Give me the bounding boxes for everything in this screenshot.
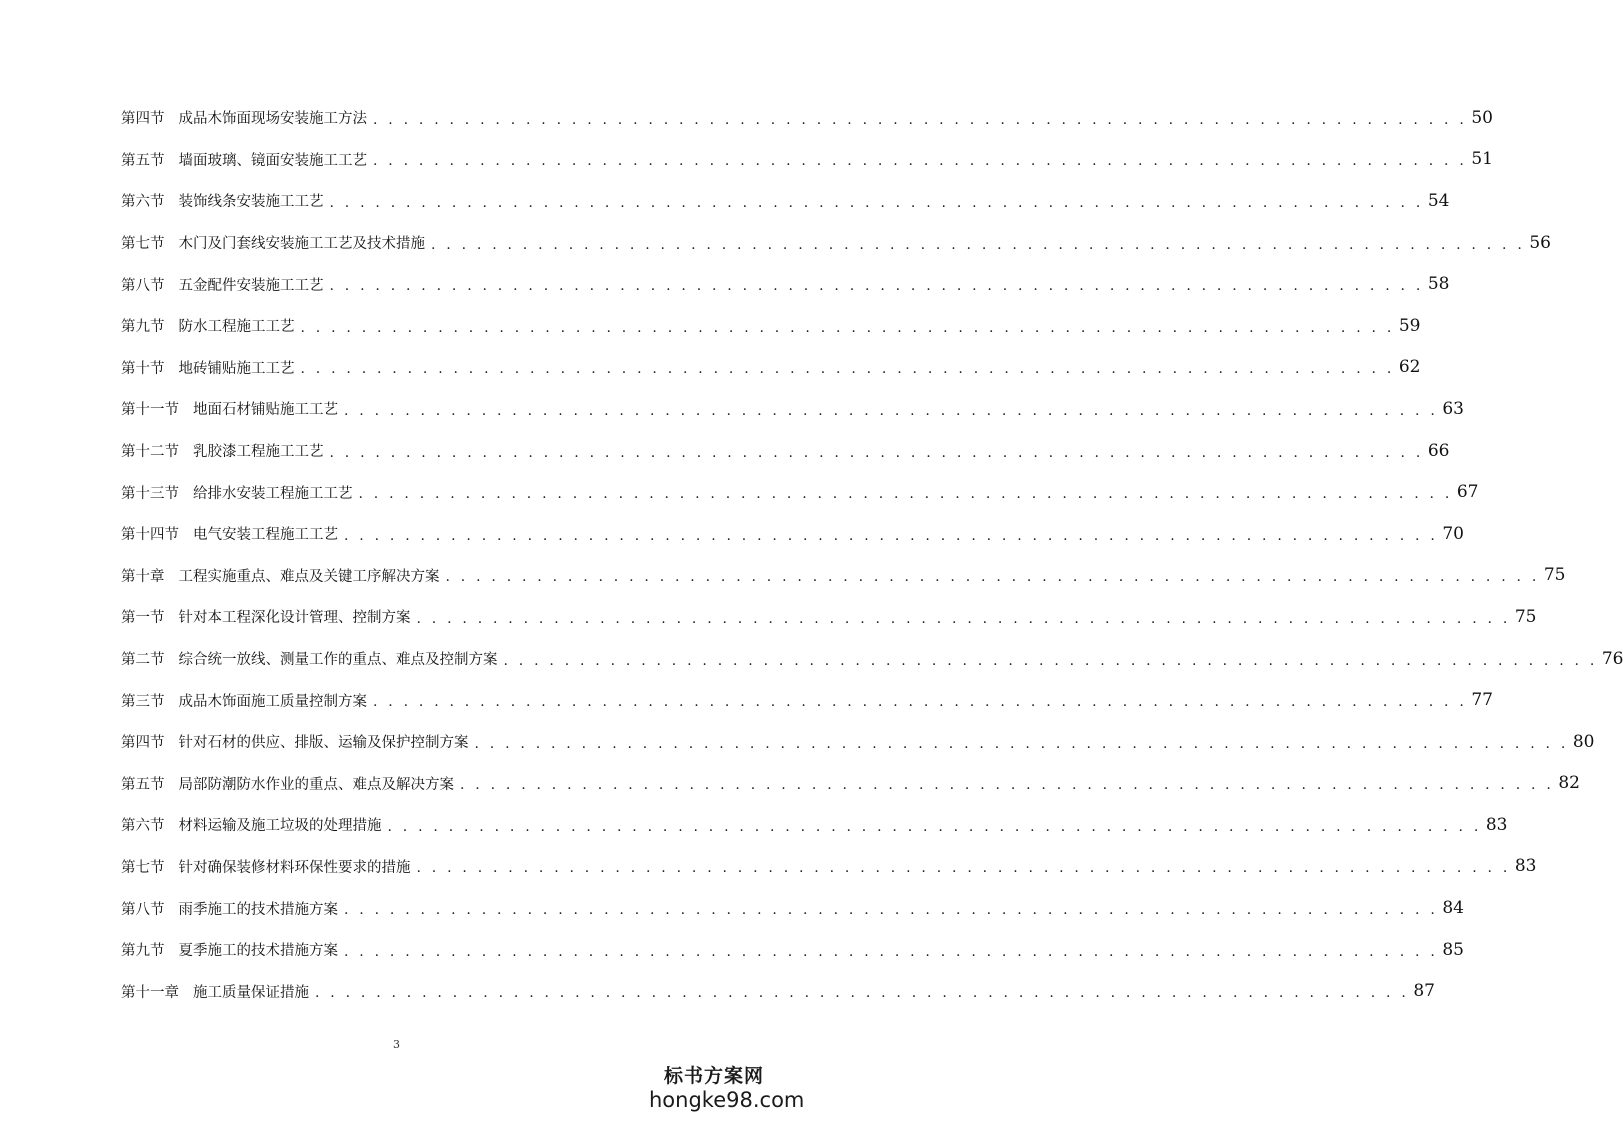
toc-entry-title: 针对石材的供应、排版、运输及保护控制方案	[178, 735, 469, 752]
toc-entry	[121, 846, 1537, 888]
toc-leader-dots: . . . . . . . . . . . . . . . . . . . . . . . . . . . . . . . . . . . . . . . . . . . . . . . . . . . . . . . . . . . . . . . . . . . . . . . .	[416, 860, 1511, 877]
watermark-title: 标书方案网	[663, 1065, 764, 1087]
toc-leader-dots: . . . . . . . . . . . . . . . . . . . . . . . . . . . . . . . . . . . . . . . . . . . . . . . . . . . . . . . . . . . . . . . . . . . . . . . .	[460, 777, 1554, 794]
toc-leader-dots: . . . . . . . . . . . . . . . . . . . . . . . . . . . . . . . . . . . . . . . . . . . . . . . . . . . . . . . . . . . . . . . . . . . . . . . .	[329, 444, 1424, 461]
toc-entry	[121, 513, 1464, 555]
toc-entry	[121, 97, 1493, 139]
toc-entry	[121, 679, 1493, 721]
toc-entry-number: 第十三节	[121, 485, 179, 502]
toc-entry-title: 乳胶漆工程施工工艺	[193, 444, 324, 461]
toc-leader-dots: . . . . . . . . . . . . . . . . . . . . . . . . . . . . . . . . . . . . . . . . . . . . . . . . . . . . . . . . . . . . . . . . . . . . . . . .	[344, 902, 1438, 919]
toc-entry	[121, 970, 1435, 1012]
toc-entry-number: 第一节	[121, 610, 165, 627]
toc-entry-page: 84	[1442, 898, 1464, 919]
watermark-logo	[649, 1064, 805, 1112]
toc-entry	[121, 139, 1493, 181]
toc-entry-title: 地砖铺贴施工工艺	[178, 360, 295, 377]
toc-leader-dots: . . . . . . . . . . . . . . . . . . . . . . . . . . . . . . . . . . . . . . . . . . . . . . . . . . . . . . . . . . . . . . . . . . . . . . . .	[300, 361, 1395, 378]
toc-leader-dots: . . . . . . . . . . . . . . . . . . . . . . . . . . . . . . . . . . . . . . . . . . . . . . . . . . . . . . . . . . . . . . . . . . . . . . . .	[445, 569, 1540, 586]
toc-entry-number: 第二节	[121, 652, 165, 669]
toc-entry-page: 59	[1398, 315, 1421, 336]
toc-entry-page: 87	[1413, 981, 1435, 1002]
toc-entry-number: 第五节	[121, 152, 165, 169]
toc-entry	[121, 887, 1464, 929]
toc-leader-dots: . . . . . . . . . . . . . . . . . . . . . . . . . . . . . . . . . . . . . . . . . . . . . . . . . . . . . . . . . . . . . . . . . . . . . . . .	[300, 319, 1395, 336]
toc-entry-number: 第五节	[121, 776, 165, 793]
toc-entry-title: 针对本工程深化设计管理、控制方案	[178, 610, 411, 627]
toc-entry-title: 装饰线条安装施工工艺	[178, 194, 324, 211]
toc-entry-number: 第十二节	[121, 444, 179, 461]
toc-entry-title: 材料运输及施工垃圾的处理措施	[178, 818, 382, 835]
toc-entry-title: 电气安装工程施工工艺	[193, 527, 338, 544]
toc-entry-page: 66	[1427, 440, 1450, 461]
toc-leader-dots: . . . . . . . . . . . . . . . . . . . . . . . . . . . . . . . . . . . . . . . . . . . . . . . . . . . . . . . . . . . . . . . . . . . . . . . .	[373, 111, 1467, 128]
toc-entry-title: 给排水安装工程施工工艺	[193, 485, 353, 502]
toc-entry-number: 第十四节	[121, 527, 179, 544]
toc-entry-page: 76	[1601, 648, 1623, 669]
toc-entry-page: 67	[1456, 482, 1479, 503]
table-of-contents	[121, 97, 1623, 1012]
toc-leader-dots: . . . . . . . . . . . . . . . . . . . . . . . . . . . . . . . . . . . . . . . . . . . . . . . . . . . . . . . . . . . . . . . . . . . . . . . .	[329, 194, 1424, 211]
toc-entry-number: 第十一章	[121, 984, 179, 1001]
toc-entry-number: 第六节	[121, 818, 165, 835]
toc-entry	[121, 180, 1450, 222]
toc-leader-dots: . . . . . . . . . . . . . . . . . . . . . . . . . . . . . . . . . . . . . . . . . . . . . . . . . . . . . . . . . . . . . . . . . . . . . . . .	[358, 486, 1453, 503]
toc-entry-title: 成品木饰面现场安装施工方法	[178, 111, 367, 128]
toc-entry-page: 77	[1471, 690, 1493, 711]
toc-entry	[121, 596, 1537, 638]
toc-entry-page: 56	[1529, 232, 1551, 253]
toc-entry-title: 工程实施重点、难点及关键工序解决方案	[178, 568, 440, 585]
toc-entry-page: 51	[1471, 149, 1493, 170]
toc-entry-page: 85	[1442, 939, 1464, 960]
toc-leader-dots: . . . . . . . . . . . . . . . . . . . . . . . . . . . . . . . . . . . . . . . . . . . . . . . . . . . . . . . . . . . . . . . . . . . . . . . .	[315, 985, 1409, 1002]
toc-entry-page: 83	[1514, 856, 1537, 877]
toc-entry-number: 第十节	[121, 360, 165, 377]
toc-leader-dots: . . . . . . . . . . . . . . . . . . . . . . . . . . . . . . . . . . . . . . . . . . . . . . . . . . . . . . . . . . . . . . . . . . . . . . . .	[329, 278, 1424, 295]
toc-entry-title: 地面石材铺贴施工工艺	[193, 402, 338, 419]
page-number: 3	[393, 1038, 400, 1051]
toc-entry	[121, 347, 1421, 389]
toc-entry-page: 75	[1514, 606, 1537, 627]
toc-entry-page: 63	[1442, 398, 1464, 419]
toc-entry-number: 第十章	[121, 568, 165, 585]
toc-entry-title: 木门及门套线安装施工工艺及技术措施	[178, 236, 425, 253]
toc-entry-title: 局部防潮防水作业的重点、难点及解决方案	[178, 776, 454, 793]
toc-entry	[121, 263, 1450, 305]
toc-leader-dots: . . . . . . . . . . . . . . . . . . . . . . . . . . . . . . . . . . . . . . . . . . . . . . . . . . . . . . . . . . . . . . . . . . . . . . . .	[373, 694, 1467, 711]
toc-entry-number: 第十一节	[121, 402, 179, 419]
toc-entry-number: 第三节	[121, 693, 165, 710]
toc-leader-dots: . . . . . . . . . . . . . . . . . . . . . . . . . . . . . . . . . . . . . . . . . . . . . . . . . . . . . . . . . . . . . . . . . . . . . . . .	[387, 818, 1482, 835]
toc-entry-page: 80	[1572, 731, 1595, 752]
toc-leader-dots: . . . . . . . . . . . . . . . . . . . . . . . . . . . . . . . . . . . . . . . . . . . . . . . . . . . . . . . . . . . . . . . . . . . . . . . .	[503, 652, 1598, 669]
toc-entry-page: 70	[1442, 523, 1464, 544]
toc-leader-dots: . . . . . . . . . . . . . . . . . . . . . . . . . . . . . . . . . . . . . . . . . . . . . . . . . . . . . . . . . . . . . . . . . . . . . . . .	[373, 153, 1467, 170]
toc-entry	[121, 929, 1464, 971]
toc-entry-number: 第七节	[121, 236, 165, 253]
toc-entry-title: 夏季施工的技术措施方案	[178, 943, 338, 960]
toc-entry	[121, 222, 1551, 264]
toc-entry-number: 第六节	[121, 194, 165, 211]
toc-entry	[121, 555, 1566, 597]
toc-leader-dots: . . . . . . . . . . . . . . . . . . . . . . . . . . . . . . . . . . . . . . . . . . . . . . . . . . . . . . . . . . . . . . . . . . . . . . . .	[474, 735, 1569, 752]
toc-entry-page: 82	[1558, 773, 1580, 794]
toc-entry-title: 雨季施工的技术措施方案	[178, 901, 338, 918]
watermark-url: hongke98.com	[649, 1088, 805, 1112]
toc-leader-dots: . . . . . . . . . . . . . . . . . . . . . . . . . . . . . . . . . . . . . . . . . . . . . . . . . . . . . . . . . . . . . . . . . . . . . . . .	[416, 610, 1511, 627]
toc-entry-number: 第四节	[121, 735, 165, 752]
toc-entry-page: 62	[1398, 357, 1421, 378]
toc-entry-title: 成品木饰面施工质量控制方案	[178, 693, 367, 710]
toc-entry	[121, 388, 1464, 430]
toc-entry	[121, 471, 1479, 513]
toc-entry	[121, 721, 1595, 763]
toc-entry-number: 第九节	[121, 943, 165, 960]
toc-entry-number: 第八节	[121, 901, 165, 918]
toc-entry-title: 防水工程施工工艺	[178, 319, 295, 336]
toc-entry-title: 综合统一放线、测量工作的重点、难点及控制方案	[178, 652, 498, 669]
toc-entry-number: 第四节	[121, 111, 165, 128]
toc-entry-page: 50	[1471, 107, 1493, 128]
toc-entry	[121, 638, 1623, 680]
toc-entry-title: 墙面玻璃、镜面安装施工工艺	[178, 152, 367, 169]
toc-leader-dots: . . . . . . . . . . . . . . . . . . . . . . . . . . . . . . . . . . . . . . . . . . . . . . . . . . . . . . . . . . . . . . . . . . . . . . . .	[344, 943, 1438, 960]
toc-leader-dots: . . . . . . . . . . . . . . . . . . . . . . . . . . . . . . . . . . . . . . . . . . . . . . . . . . . . . . . . . . . . . . . . . . . . . . . .	[344, 527, 1438, 544]
toc-leader-dots: . . . . . . . . . . . . . . . . . . . . . . . . . . . . . . . . . . . . . . . . . . . . . . . . . . . . . . . . . . . . . . . . . . . . . . . .	[431, 236, 1525, 253]
toc-entry-title: 针对确保装修材料环保性要求的措施	[178, 859, 411, 876]
toc-entry-title: 施工质量保证措施	[193, 984, 309, 1001]
toc-entry-page: 83	[1485, 814, 1508, 835]
toc-entry-page: 75	[1543, 565, 1566, 586]
toc-entry	[121, 763, 1580, 805]
toc-entry-number: 第七节	[121, 859, 165, 876]
toc-entry	[121, 430, 1450, 472]
toc-entry-title: 五金配件安装施工工艺	[178, 277, 324, 294]
toc-entry	[121, 804, 1508, 846]
toc-entry-number: 第九节	[121, 319, 165, 336]
toc-entry-number: 第八节	[121, 277, 165, 294]
toc-entry-page: 58	[1427, 274, 1450, 295]
toc-entry	[121, 305, 1421, 347]
toc-leader-dots: . . . . . . . . . . . . . . . . . . . . . . . . . . . . . . . . . . . . . . . . . . . . . . . . . . . . . . . . . . . . . . . . . . . . . . . .	[344, 402, 1438, 419]
toc-entry-page: 54	[1427, 190, 1450, 211]
